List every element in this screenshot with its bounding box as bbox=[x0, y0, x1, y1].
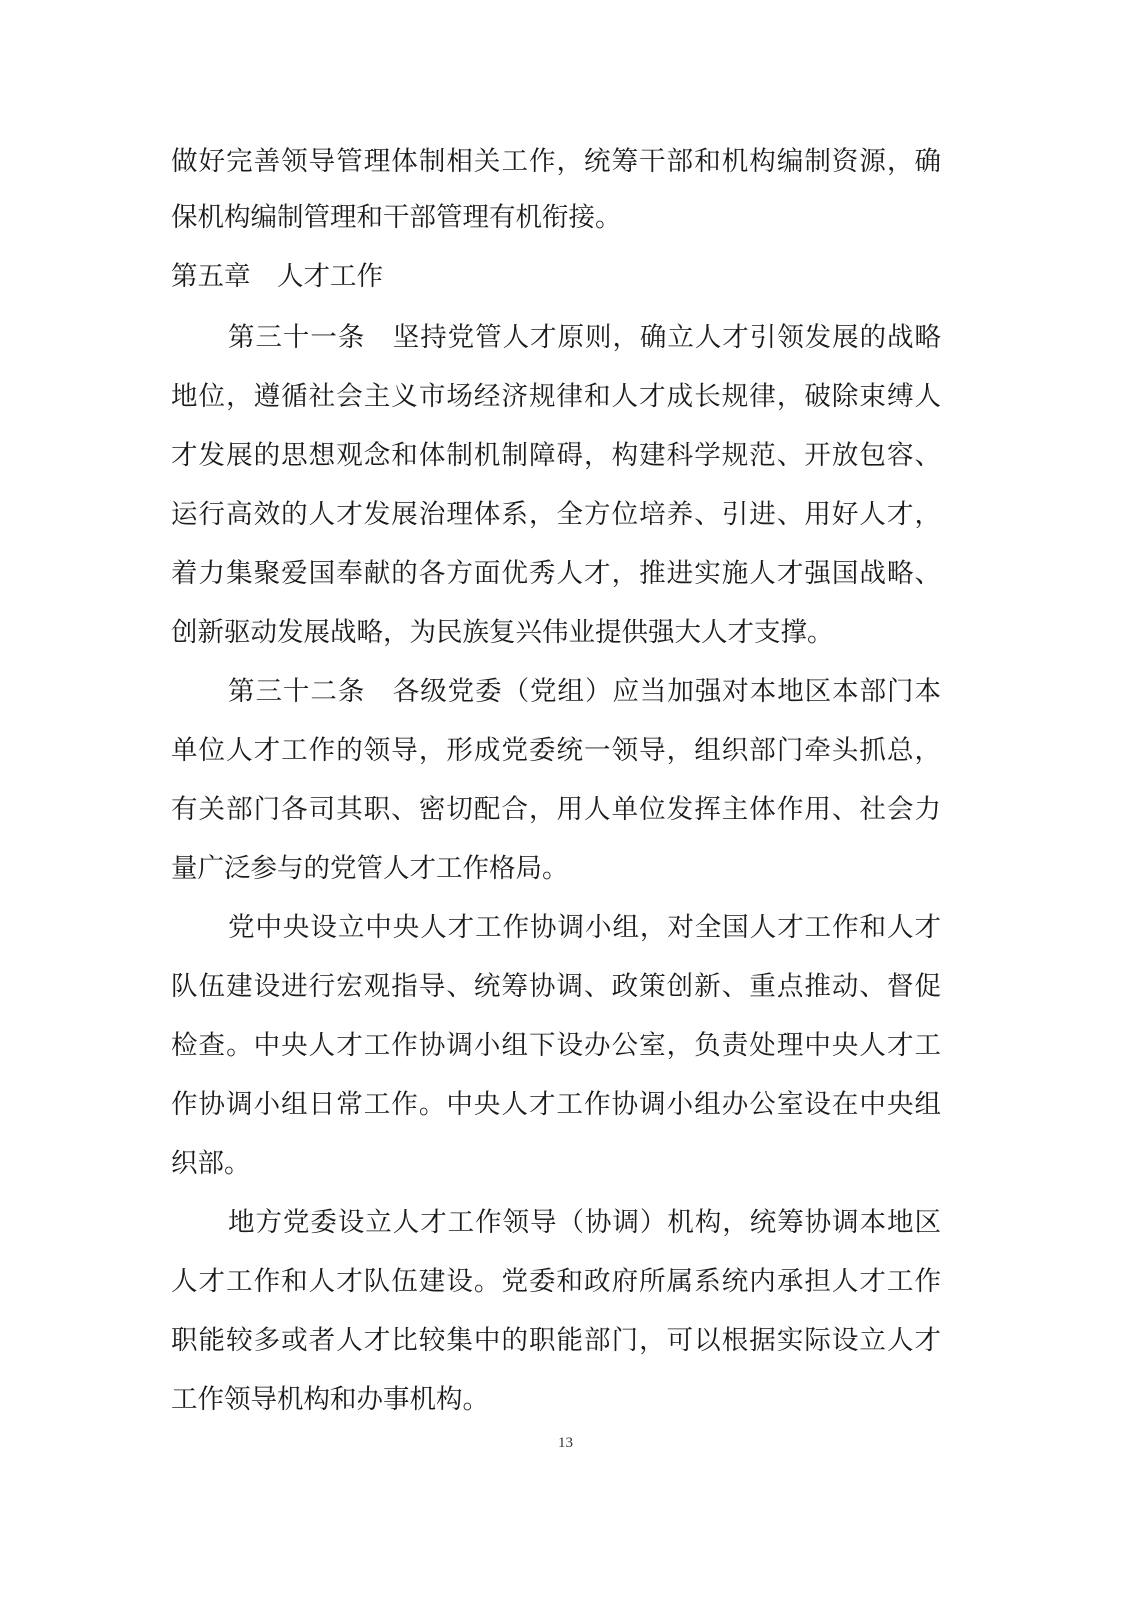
article-31-first-line: 第三十一条 坚持党管人才原则，确立人才引领发展的战略 bbox=[228, 322, 941, 353]
article-32-first-line: 第三十二条 各级党委（党组）应当加强对本地区本部门本 bbox=[228, 676, 941, 707]
paragraph-first-line: 地方党委设立人才工作领导（协调）机构，统筹协调本地区 bbox=[228, 1207, 941, 1238]
text-line: 作协调小组日常工作。中央人才工作协调小组办公室设在中央组 bbox=[171, 1089, 941, 1120]
text-line: 职能较多或者人才比较集中的职能部门，可以根据实际设立人才 bbox=[171, 1325, 941, 1356]
text-line: 地位，遵循社会主义市场经济规律和人才成长规律，破除束缚人 bbox=[171, 381, 941, 412]
text-line: 人才工作和人才队伍建设。党委和政府所属系统内承担人才工作 bbox=[171, 1266, 941, 1297]
text-line: 队伍建设进行宏观指导、统筹协调、政策创新、重点推动、督促 bbox=[171, 971, 941, 1002]
text-line: 着力集聚爱国奉献的各方面优秀人才，推进实施人才强国战略、 bbox=[171, 558, 941, 589]
text-line: 才发展的思想观念和体制机制障碍，构建科学规范、开放包容、 bbox=[171, 440, 941, 471]
page-number: 13 bbox=[558, 1435, 573, 1451]
text-line: 有关部门各司其职、密切配合，用人单位发挥主体作用、社会力 bbox=[171, 794, 941, 825]
text-line: 单位人才工作的领导，形成党委统一领导，组织部门牵头抓总， bbox=[171, 735, 941, 766]
chapter-heading: 第五章 人才工作 bbox=[171, 261, 383, 292]
text-line: 创新驱动发展战略，为民族复兴伟业提供强大人才支撑。 bbox=[171, 617, 834, 648]
text-line: 保机构编制管理和干部管理有机衔接。 bbox=[171, 202, 622, 233]
text-line: 做好完善领导管理体制相关工作，统筹干部和机构编制资源，确 bbox=[171, 146, 941, 177]
text-line: 工作领导机构和办事机构。 bbox=[171, 1384, 489, 1415]
text-line: 检查。中央人才工作协调小组下设办公室，负责处理中央人才工 bbox=[171, 1030, 941, 1061]
text-line: 运行高效的人才发展治理体系，全方位培养、引进、用好人才， bbox=[171, 499, 941, 530]
paragraph-first-line: 党中央设立中央人才工作协调小组，对全国人才工作和人才 bbox=[228, 912, 941, 943]
text-line: 量广泛参与的党管人才工作格局。 bbox=[171, 853, 569, 884]
text-line: 织部。 bbox=[171, 1148, 251, 1179]
